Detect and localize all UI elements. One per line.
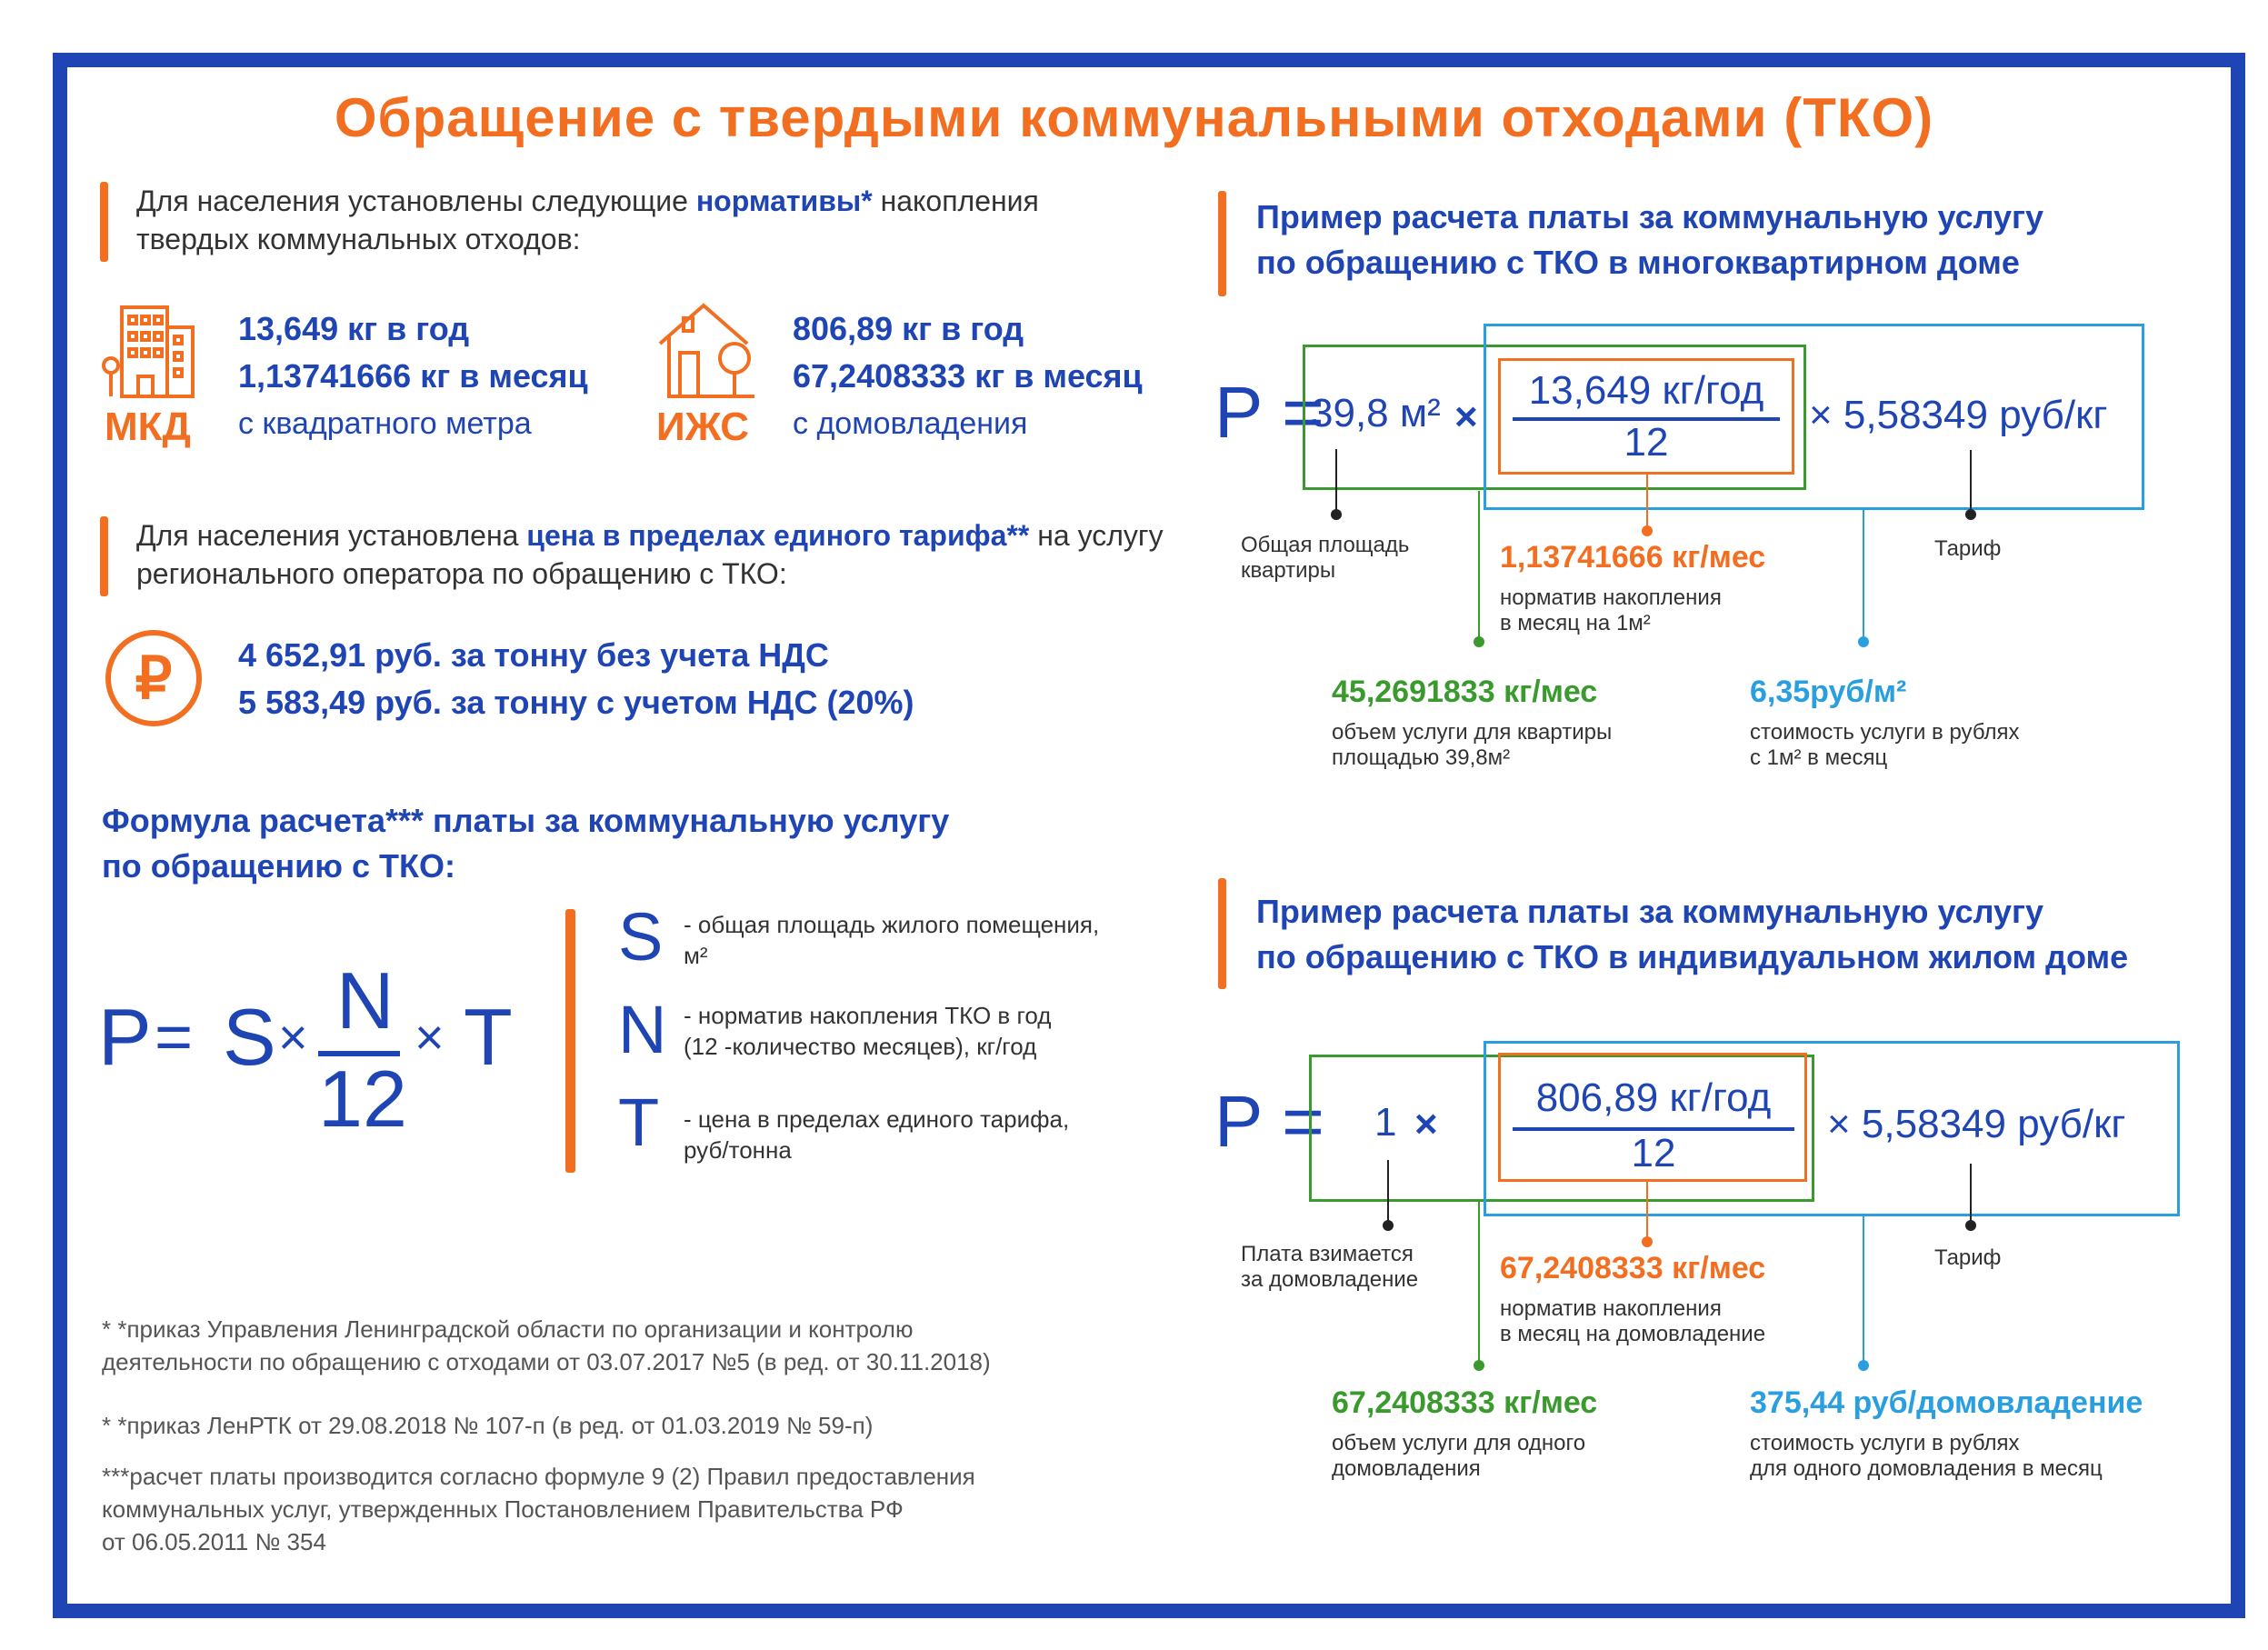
mkd-example-heading (1256, 195, 2043, 285)
mkd-norm-label-line2: в месяц на 1м² (1500, 611, 1651, 635)
mkd-norms (238, 305, 588, 447)
footnote-2: * *приказ ЛенРТК от 29.08.2018 № 107-п (в ред. от 01.03.2019 № 59-п) (102, 1412, 874, 1439)
izhs-tariff-label: Тариф (1934, 1245, 2002, 1270)
leader-dot (1965, 1220, 1976, 1231)
price-without-vat: 4 652,91 руб. за тонну без учета НДС (238, 636, 829, 674)
footnote-3-line1: ***расчет платы производится согласно формуле 9 (2) Правил предоставления (102, 1463, 975, 1490)
leader-line (1970, 450, 1972, 514)
izhs-volume-value: 67,2408333 кг/мес (1332, 1385, 1598, 1420)
norms-intro-post: накопления (872, 185, 1039, 217)
izhs-area-label-line1: Плата взимается (1241, 1242, 1414, 1266)
mkd-times: × (1454, 395, 1478, 439)
izhs-label: ИЖС (656, 405, 750, 449)
ruble-icon: ₽ (105, 630, 202, 726)
formula-divider (565, 909, 575, 1173)
formula-heading (102, 798, 949, 889)
legend-s-line1: - общая площадь жилого помещения, (684, 911, 1100, 938)
footnote-1-line2: деятельности по обращению с отходами от 03.07.2017 №5 (в ред. от 30.11.2018) (102, 1348, 991, 1375)
accent-bar (1218, 878, 1226, 989)
footnote-3-line2: коммунальных услуг, утвержденных Постановлением Правительства РФ (102, 1495, 904, 1523)
izhs-yearly: 806,89 кг в год (793, 310, 1024, 347)
apartment-building-icon (102, 300, 202, 400)
formula-t: T (464, 992, 513, 1082)
leader-dot (1474, 636, 1484, 647)
izhs-volume-label (1332, 1431, 1585, 1482)
footnote-1-line1: * *приказ Управления Ленинградской области по организации и контролю (102, 1315, 914, 1343)
legend-n-letter: N (618, 992, 667, 1067)
legend-s-letter: S (618, 899, 664, 975)
leader-dot (1642, 1236, 1653, 1247)
izhs-example-p: P = (1214, 1081, 1324, 1162)
house-icon (656, 300, 758, 400)
izhs-norm-label (1500, 1296, 1765, 1347)
izhs-area-label (1241, 1242, 1418, 1293)
mkd-example-heading-line2: по обращению с ТКО в многоквартирном доме (1256, 244, 2020, 281)
izhs-volume-label-line1: объем услуги для одного (1332, 1431, 1586, 1455)
izhs-example-heading-line1: Пример расчета платы за коммунальную услугу (1256, 893, 2044, 930)
izhs-monthly: 67,2408333 кг в месяц (793, 357, 1143, 395)
legend-t-line1: - цена в пределах единого тарифа, (684, 1105, 1070, 1133)
mkd-cost-label (1750, 720, 2019, 771)
izhs-denominator: 12 (1631, 1131, 1676, 1175)
leader-line (1646, 1182, 1648, 1240)
izhs-norms (793, 305, 1143, 447)
legend-n-line1: - норматив накопления ТКО в год (684, 1002, 1052, 1029)
leader-dot (1474, 1360, 1484, 1371)
izhs-volume-label-line2: домовладения (1332, 1456, 1481, 1481)
mkd-tariff: × 5,58349 руб/кг (1809, 393, 2108, 437)
page-title: Обращение с твердыми коммунальными отходами (ТКО) (334, 87, 1934, 148)
leader-dot (1858, 1360, 1869, 1371)
leader-dot (1383, 1220, 1394, 1231)
mkd-cost-label-line2: с 1м² в месяц (1750, 745, 1888, 770)
mkd-volume-label-line1: объем услуги для квартиры (1332, 720, 1613, 745)
leader-line (1478, 1202, 1480, 1364)
mkd-label: МКД (105, 405, 191, 449)
leader-dot (1965, 509, 1976, 520)
formula-n: N (336, 955, 395, 1045)
leader-dot (1642, 525, 1653, 536)
leader-dot (1331, 509, 1342, 520)
izhs-cost-label-line1: стоимость услуги в рублях (1750, 1431, 2020, 1455)
formula-heading-line1: Формула расчета*** платы за коммунальную услугу (102, 802, 950, 839)
mkd-norm-label-line1: норматив накопления (1500, 585, 1722, 610)
accent-bar (100, 516, 108, 596)
norms-intro-bold: нормативы* (695, 185, 873, 217)
formula-s: S (223, 992, 276, 1082)
leader-line (1863, 1216, 1864, 1364)
izhs-norm-label-line1: норматив накопления (1500, 1296, 1722, 1321)
accent-bar (100, 182, 108, 262)
norms-intro-pre: Для населения установлены следующие (136, 185, 696, 217)
formula-p: P (98, 992, 152, 1082)
mkd-cost-label-line1: стоимость услуги в рублях (1750, 720, 2020, 745)
mkd-area: 39,8 м² (1311, 391, 1441, 435)
legend-s-line2: м² (684, 942, 708, 969)
mkd-numerator: 13,649 кг/год (1528, 368, 1764, 413)
izhs-area: 1 (1374, 1100, 1397, 1145)
izhs-example-heading (1256, 889, 2128, 980)
leader-line (1335, 449, 1337, 513)
formula-times: × (278, 1008, 308, 1065)
leader-dot (1858, 636, 1869, 647)
formula-equals: = (155, 1001, 194, 1074)
izhs-norm-value: 67,2408333 кг/мес (1500, 1251, 1766, 1285)
izhs-area-label-line2: за домовладение (1241, 1267, 1419, 1292)
leader-line (1646, 475, 1648, 529)
izhs-cost-value: 375,44 руб/домовладение (1750, 1385, 2143, 1420)
izhs-example-heading-line2: по обращению с ТКО в индивидуальном жилом доме (1256, 938, 2129, 975)
norms-intro (136, 182, 1136, 258)
mkd-norm-label (1500, 585, 1722, 636)
norms-intro-line2: твердых коммунальных отходов: (136, 223, 581, 255)
price-intro-bold: цена в пределах единого тарифа** (526, 519, 1030, 552)
mkd-volume-label (1332, 720, 1612, 771)
mkd-cost-value: 6,35руб/м² (1750, 675, 1907, 709)
leader-line (1478, 491, 1480, 636)
mkd-yearly: 13,649 кг в год (238, 310, 470, 347)
mkd-area-label-line1: Общая площадь (1241, 533, 1410, 557)
price-intro-line2: регионального оператора по обращению с ТКО: (136, 557, 787, 590)
legend-n-text (684, 1000, 1051, 1062)
price-intro-pre: Для населения установлена (136, 519, 527, 552)
mkd-example-p: P = (1214, 372, 1324, 453)
izhs-cost-label-line2: для одного домовладения в месяц (1750, 1456, 2103, 1481)
footnote-3-line3: от 06.05.2011 № 354 (102, 1528, 326, 1555)
mkd-norm-value: 1,13741666 кг/мес (1500, 540, 1766, 575)
mkd-volume-value: 45,2691833 кг/мес (1332, 675, 1598, 709)
price-values (238, 632, 914, 726)
leader-line (1387, 1160, 1389, 1224)
mkd-area-label-line2: квартиры (1241, 558, 1336, 583)
footnote-1 (102, 1313, 991, 1378)
legend-s-text (684, 909, 1099, 971)
accent-bar (1218, 191, 1226, 296)
legend-t-text (684, 1104, 1069, 1165)
mkd-tariff-label: Тариф (1934, 536, 2002, 561)
mkd-monthly: 1,13741666 кг в месяц (238, 357, 588, 395)
mkd-unit: с квадратного метра (238, 406, 532, 441)
footnote-3 (102, 1460, 975, 1558)
legend-t-line2: руб/тонна (684, 1136, 792, 1164)
izhs-unit: с домовладения (793, 406, 1028, 441)
izhs-tariff: × 5,58349 руб/кг (1827, 1102, 2126, 1146)
price-intro (136, 516, 1182, 593)
mkd-denominator: 12 (1624, 420, 1669, 465)
formula-heading-line2: по обращению с ТКО: (102, 847, 455, 885)
formula-denominator: 12 (318, 1054, 407, 1144)
izhs-cost-label (1750, 1431, 2103, 1482)
formula-times-2: × (415, 1008, 445, 1065)
price-with-vat: 5 583,49 руб. за тонну с учетом НДС (20%) (238, 684, 914, 721)
legend-n-line2: (12 -количество месяцев), кг/год (684, 1033, 1037, 1060)
legend-t-letter: T (618, 1085, 660, 1160)
izhs-numerator: 806,89 кг/год (1535, 1075, 1772, 1120)
izhs-times: × (1414, 1102, 1438, 1146)
leader-line (1970, 1164, 1972, 1224)
price-intro-post: на услугу (1029, 519, 1164, 552)
leader-line (1863, 510, 1864, 637)
mkd-area-label (1241, 533, 1409, 584)
izhs-norm-label-line2: в месяц на домовладение (1500, 1322, 1766, 1346)
mkd-example-heading-line1: Пример расчета платы за коммунальную услугу (1256, 198, 2044, 235)
mkd-volume-label-line2: площадью 39,8м² (1332, 745, 1511, 770)
